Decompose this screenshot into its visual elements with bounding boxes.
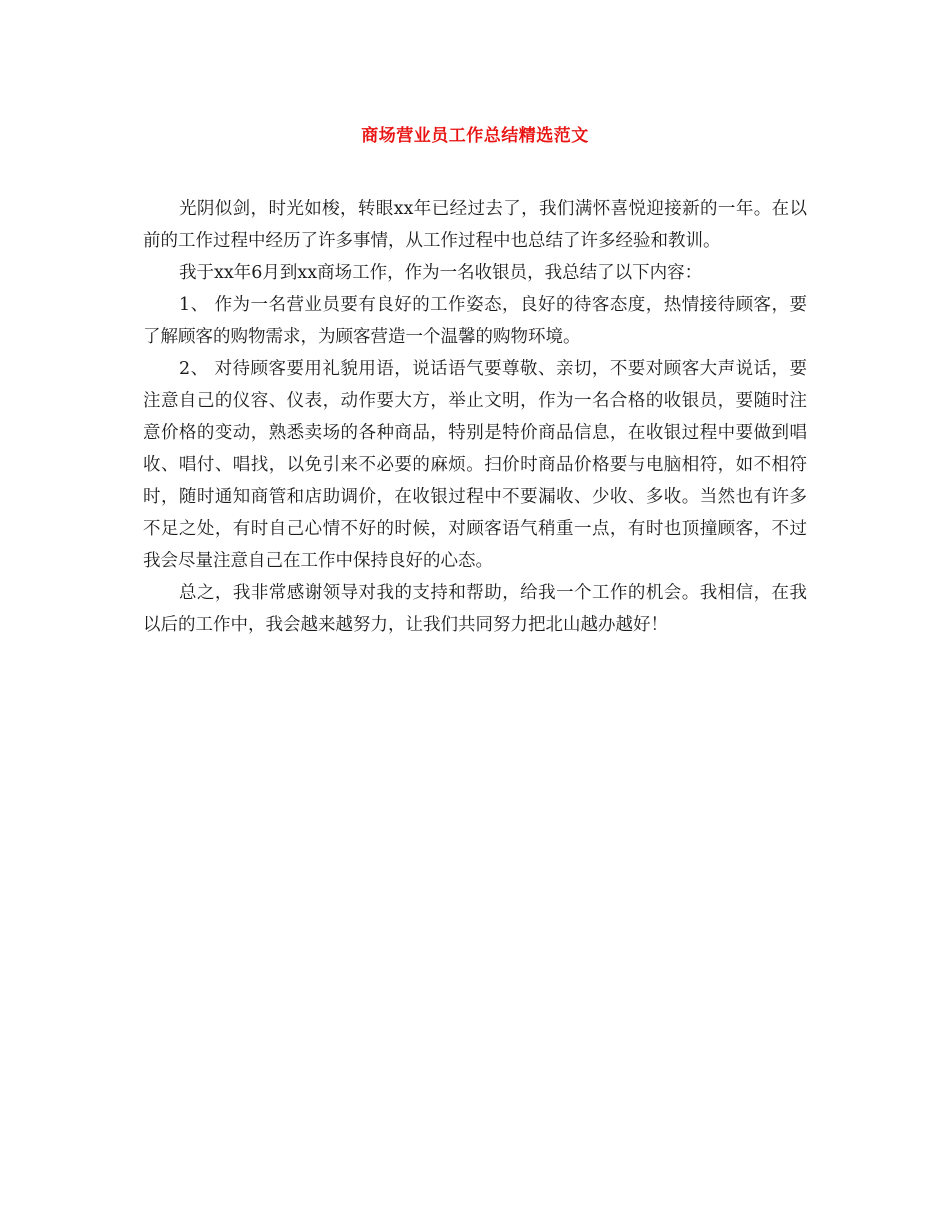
paragraph-conclusion: 总之，我非常感谢领导对我的支持和帮助，给我一个工作的机会。我相信，在我以后的工作中，我会越来越努力，让我们共同努力把北山越办越好！ [143,583,807,635]
paragraph-intro: 光阴似剑，时光如梭，转眼xx年已经过去了，我们满怀喜悦迎接新的一年。在以前的工作过程中经历了许多事情，从工作过程中也总结了许多经验和教训。 [143,199,807,251]
paragraph-point-1: 1、 作为一名营业员要有良好的工作姿态，良好的待客态度，热情接待顾客，要了解顾客的购物需求，为顾客营造一个温馨的购物环境。 [143,295,807,347]
document-title: 商场营业员工作总结精选范文 [361,126,589,146]
paragraph-point-2: 2、 对待顾客要用礼貌用语，说话语气要尊敬、亲切，不要对顾客大声说话，要注意自己的仪容、仪表，动作要大方，举止文明，作为一名合格的收银员，要随时注意价格的变动，熟悉卖场的各种商品，特别是特价商品信息，在收银过程中要做到唱收、唱付、唱找，以免引来不必要的麻烦。扫价时商品价格要与电脑相符，如不相符时，随时通知商管和店助调价，在收银过程中不要漏收、少收、多收。当然也有许多不足之处，有时自己心情不好的时候，对顾客语气稍重一点，有时也顶撞顾客，不过我会尽量注意自己在工作中保持良好的心态。 [143,359,807,571]
paragraph-summary-lead: 我于xx年6月到xx商场工作，作为一名收银员，我总结了以下内容： [179,263,703,283]
document-body [143,193,807,641]
